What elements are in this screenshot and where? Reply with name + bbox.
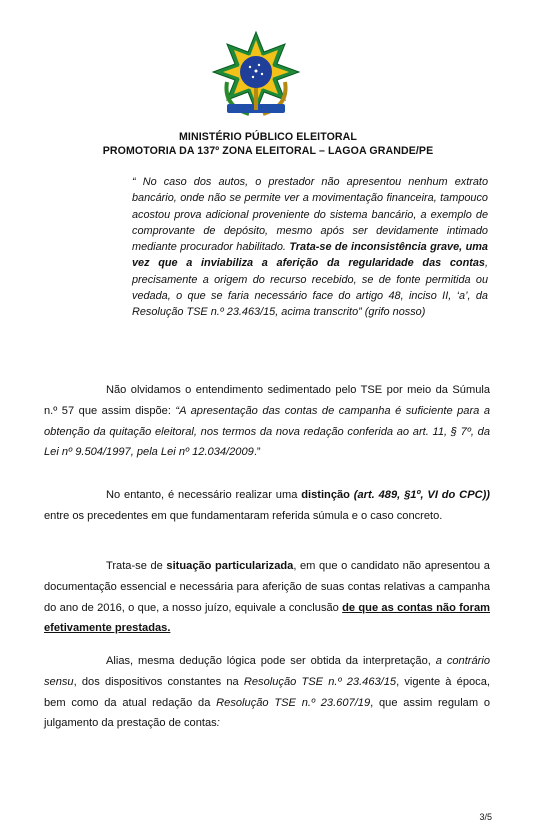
p3-bold: situação particularizada	[166, 560, 294, 572]
p2-bold-1: distinção	[301, 489, 350, 501]
p4-text-4: , que assim regulam o julgamento da prestação de contas	[44, 696, 491, 730]
p1-end: .”	[253, 446, 261, 459]
p4-italic-2: Resolução TSE n.º 23.463/15	[243, 675, 397, 688]
p2-bold-2: (art. 489, §1º, VI do CPC))	[349, 489, 490, 501]
p1-italic: “A apresentação das contas de campanha é suficiente para a obtenção da quitação eleitoral, nos termos da nova redação conferida ao art. 11, § 7º, da Lei nº 9.504/1997, pela Lei nº 12.034/2009	[44, 404, 490, 459]
p3-text-1: Trata-se de	[106, 560, 167, 572]
quote-bold: Trata-se de inconsistência grave, uma vez que a inviabiliza a aferição da regularidade das contas	[132, 241, 488, 270]
p4-text-2: , dos dispositivos constantes na	[73, 675, 244, 688]
p4-text-3: , vigente à época, bem como da atual redação da	[44, 675, 490, 709]
p4-italic-4: :	[216, 717, 220, 730]
p4-text-1: Alias, mesma dedução lógica pode ser obtida da interpretação,	[106, 655, 436, 667]
quoted-citation	[132, 174, 488, 321]
page-number: 3/5	[479, 812, 492, 822]
paragraph-situacao	[44, 556, 490, 639]
paragraph-distincao	[44, 485, 490, 527]
p1-text: Não olvidamos o entendimento sedimentado pelo TSE por meio da Súmula n.º 57 que assim dispõe:	[44, 384, 490, 417]
p4-italic-1: a contrário sensu	[44, 655, 490, 688]
quote-text-2: , precisamente a origem do recurso recebido, se de fonte permitida ou vedada, o que se faria necessário face do artigo 48, inciso II, ‘a’, da Resolução TSE n.º 23.463/15, acima transcrito” (grifo nosso)	[132, 257, 488, 319]
p2-text-1: No entanto, é necessário realizar uma	[106, 489, 302, 501]
quote-text-1: “ No caso dos autos, o prestador não apresentou nenhum extrato bancário, onde não se permite ver a movimentação financeira, tampouco acostou prova adicional proveniente do sistema bancário, a exemplo de comprovante de depósito, mesmo após ser devidamente intimado mediante procurador habilitado.	[132, 176, 488, 254]
coat-of-arms-brazil-icon	[209, 30, 303, 122]
p4-italic-3: Resolução TSE n.º 23.607/19	[216, 696, 371, 709]
p3-text-2: , em que o candidato não apresentou a documentação essencial e necessária para aferição de suas contas relativas a campanha do ano de 2016, o que, a nosso juízo, equivale a conclusão	[44, 560, 490, 614]
paragraph-sumula	[44, 380, 490, 463]
paragraph-deducao	[44, 651, 490, 734]
header-promotoria: PROMOTORIA DA 137º ZONA ELEITORAL – LAGOA GRANDE/PE	[102, 145, 434, 157]
header-ministry: MINISTÉRIO PÚBLICO ELEITORAL	[179, 131, 357, 143]
p3-underline: de que as contas não foram efetivamente prestadas.	[44, 601, 490, 635]
p2-text-2: entre os precedentes em que fundamentaram referida súmula e o caso concreto.	[44, 509, 443, 522]
